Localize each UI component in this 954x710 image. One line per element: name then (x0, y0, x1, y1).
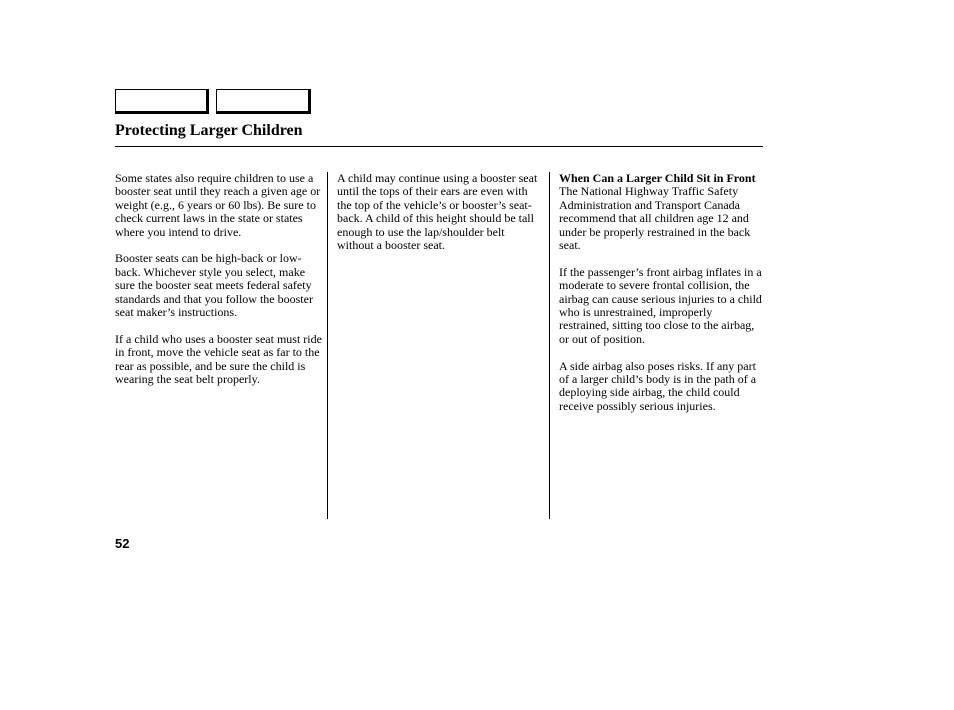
paragraph: If a child who uses a booster seat must ride in front, move the vehicle seat as far to the rear as possible, and be sure the child is wearing the seat belt properly. (115, 331, 322, 387)
text-column-middle (337, 172, 543, 266)
paragraph: Some states also require children to use a booster seat until they reach a given age or weight (e.g., 6 years or 60 lbs). Be sure to check current laws in the state or states where you intend to drive. (115, 171, 321, 239)
text-column-right (559, 172, 765, 427)
paragraph: Booster seats can be high-back or low-back. Whichever style you select, make sure the booster seat meets federal safety standards and that you follow the booster seat maker’s instructions. (115, 251, 313, 320)
title-rule (115, 146, 763, 147)
nav-button-main-menu[interactable] (115, 89, 209, 114)
column-divider (549, 172, 550, 519)
text-column-left (115, 172, 323, 400)
page-title: Protecting Larger Children (115, 122, 303, 139)
paragraph: If the passenger’s front airbag inflates in a moderate to severe frontal collision, the airbag can cause serious injuries to a child who is unrestrained, improperly restrained, sitting too close to the airbag, or out of position. (559, 264, 762, 346)
paragraph: A side airbag also poses risks. If any part of a larger child’s body is in the path of a deploying side airbag, the child could receive possibly serious injuries. (559, 358, 757, 413)
column-divider (327, 172, 328, 519)
nav-button-index[interactable] (216, 89, 311, 114)
section-subheading: When Can a Larger Child Sit in Front (559, 171, 756, 185)
paragraph: A child may continue using a booster seat until the tops of their ears are even with the top of the vehicle’s or booster’s seat-back. A child of this height should be tall enough to use the lap/shoulder belt without a booster seat. (337, 171, 538, 253)
page-number: 52 (115, 536, 130, 551)
paragraph: The National Highway Traffic Safety Administration and Transport Canada recommend that all children age 12 and under be properly restrained in the back seat. (559, 184, 751, 253)
